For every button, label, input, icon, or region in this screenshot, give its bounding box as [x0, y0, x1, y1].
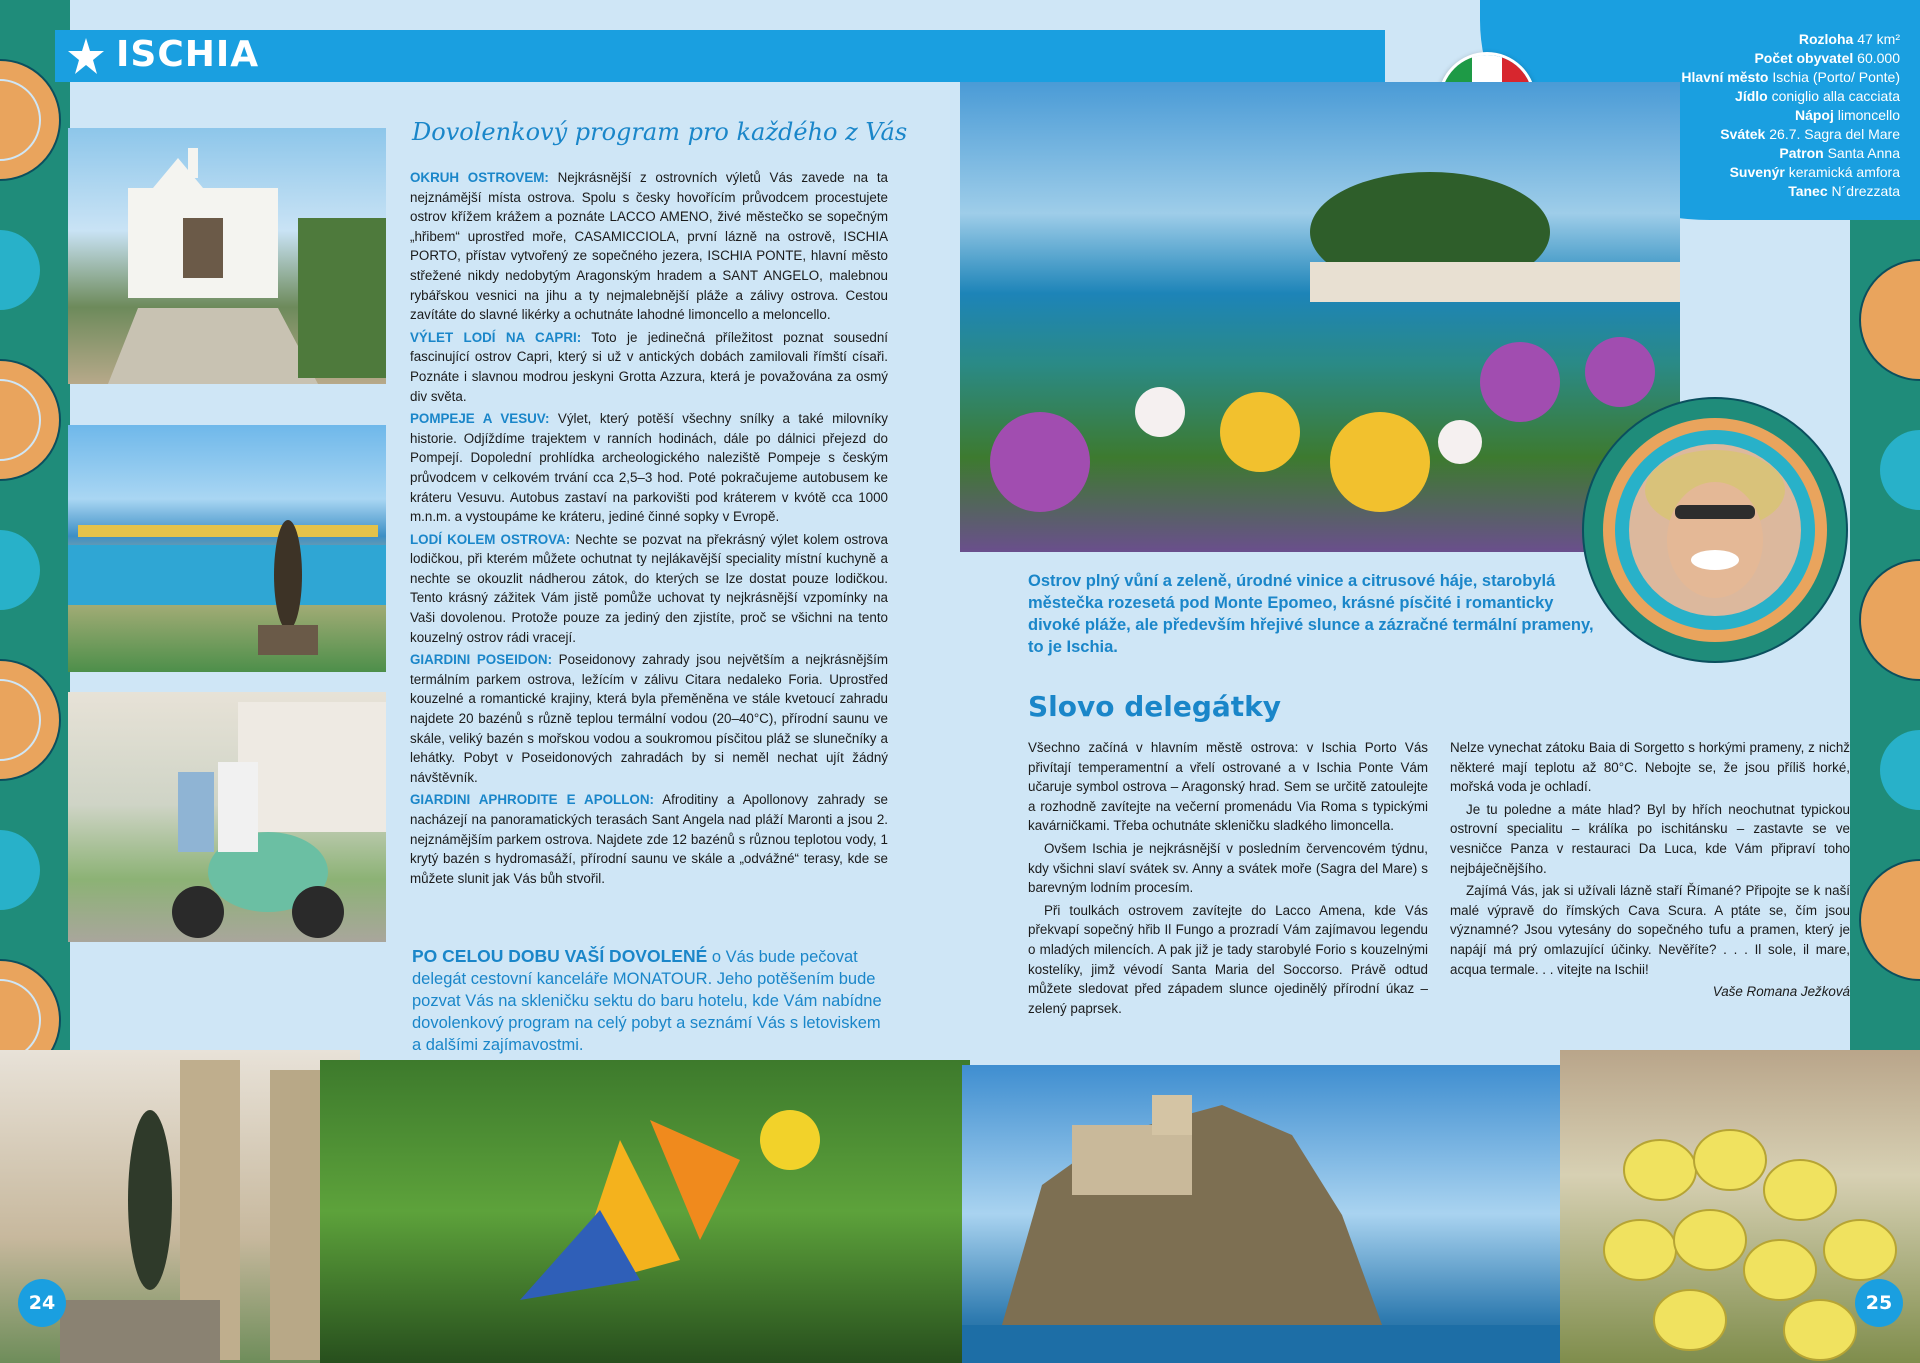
- fact-label: Svátek: [1720, 126, 1766, 142]
- pool-statue-photo: [68, 425, 386, 672]
- bird-of-paradise-flower-photo: [320, 1060, 970, 1363]
- section-text: Výlet, který potěší všechny snílky a také milovníky historie. Odjíždíme trajektem v ranních hodinách, dále po dálnici přejezd do Pompejí. Dopolední prohlídka archeologického naleziště Pompeje s českým průvodcem v celkovém trvání cca 2,5–3 hod. Poté pokračujeme autobusem ke kráteru Vesuvu. Autobus zastaví na parkovišti pod kráterem v kvótě cca 1000 m.n.m. a vystoupáme ke kráteru, jediné činné sopky v Evropě.: [410, 411, 888, 525]
- fact-label: Počet obyvatel: [1754, 50, 1854, 66]
- fact-row: [1681, 30, 1900, 49]
- section-text: Nejkrásnější z ostrovních výletů Vás zavede na ta nejznámější místa ostrova. Spolu s česky hovořícím průvodcem procestujete ostrov křížem krážem a poznáte LACCO AMENO, živé městečko se sopečným „hřibem“ uprostřed moře, CASAMICCIOLA, první lázně na ostrově, ISCHIA PORTO, přístav vytvořený ze sopečného jezera, ISCHIA PONTE, hlavní město střežené nikdy nedobytým Aragonským hradem a SANT ANGELO, malebnou rybářskou vesnici na jihu a ty nejmalebnější pláže a zálivy ostrova. Cestou zavítáte do slavné likérky a ochutnáte lahodné limoncello a meloncello.: [410, 170, 888, 323]
- delegate-paragraph: Nelze vynechat zátoku Baia di Sorgetto s horkými prameny, z nichž některé mají teplotu až 80°C. Nebojte se, že jsou příliš horké, mořská voda je ochladí.: [1450, 740, 1850, 795]
- fact-row: [1681, 49, 1900, 68]
- section-text: Nechte se pozvat na překrásný výlet kolem ostrova lodičkou, při kterém můžete ochutnat ty nejlákavější speciality místní kuchyně a nechte se okouzlit nádherou zátok, do kterých se lze dostat pouze lodičkou. Tento krásný zážitek Vám jistě pomůže uchovat ty nejkrásnější vzpomínky na Vaši dovolenou. Protože pouze za jediný den zjistíte, proč se všichni na tento kouzelný ostrov rádi vracejí.: [410, 531, 889, 645]
- section-heading: GIARDINI APHRODITE E APOLLON:: [410, 792, 654, 808]
- fact-row: [1681, 144, 1900, 163]
- coastal-view-photo: [960, 82, 1680, 552]
- fact-row: [1681, 125, 1900, 144]
- fact-value: coniglio alla cacciata: [1767, 88, 1900, 104]
- delegate-avatar: [1580, 395, 1850, 665]
- starfish-icon: [66, 36, 106, 76]
- program-text: [410, 168, 888, 891]
- aragonese-castle-photo: [962, 1065, 1602, 1363]
- fact-value: 26.7. Sagra del Mare: [1765, 126, 1900, 142]
- fact-row: [1681, 182, 1900, 201]
- fact-value: 60.000: [1853, 50, 1900, 66]
- fact-label: Nápoj: [1794, 107, 1834, 123]
- delegate-column-2: [1450, 738, 1850, 1005]
- delegate-paragraph: Při toulkách ostrovem zavítejte do Lacco Amena, kde Vás překvapí sopečný hřib Il Fungo a prozradí Vám zajímavou legendu o mladých milencích. A pak již je tady starobylé Forio s kouzelnými kostelíky, jimž vévodí Santa Maria del Soccorso. Právě odtud můžete sledovat před západem slunce ojedinělý přírodní úkaz – zelený paprsek.: [1028, 902, 1428, 1016]
- fact-value: keramická amfora: [1784, 164, 1900, 180]
- church-photo: [68, 128, 386, 384]
- fact-value: Santa Anna: [1823, 145, 1900, 161]
- couple-scooter-photo: [68, 692, 386, 942]
- section-heading: GIARDINI POSEIDON:: [410, 652, 553, 668]
- fact-list: [1681, 30, 1900, 201]
- program-section: [410, 328, 888, 406]
- fact-row: [1681, 87, 1900, 106]
- closing-title: PO CELOU DOBU VAŠÍ DOVOLENÉ: [412, 946, 708, 966]
- section-heading: VÝLET LODÍ NA CAPRI:: [410, 329, 582, 345]
- intro-paragraph: Ostrov plný vůní a zeleně, úrodné vinice a citrusové háje, starobylá městečka rozesetá pod Monte Epomeo, krásné písčité i romanticky divoké pláže, ale především hřejivé slunce a zázračné termální prameny, to je Ischia.: [1028, 572, 1594, 656]
- section-heading: LODÍ KOLEM OSTROVA:: [410, 531, 571, 547]
- page-title: ISCHIA: [116, 34, 260, 75]
- fact-row: [1681, 106, 1900, 125]
- delegate-paragraph: Ovšem Ischia je nejkrásnější v posledním červencovém týdnu, kdy všichni slaví svátek sv. Anny a svátek moře (Sagra del Mare) s barevným lodním procesím.: [1028, 840, 1428, 896]
- program-section: [410, 650, 888, 787]
- section-text: Afroditiny a Apollonovy zahrady se nacházejí na panoramatických terasách Sant Angela nad pláží Maronti a jsou 2. nejznámějším parkem ostrova. Najdete zde 12 bazénů s různou teplotou vody, 1 krytý bazén s hydromasáží, přírodní saunu ve skále a „odvážné“ terasy, kde se můžete slunit jak Vás bůh stvořil.: [410, 792, 888, 886]
- fact-row: [1681, 163, 1900, 182]
- section-text: Toto je jedinečná příležitost poznat sousední fascinující ostrov Capri, který si už v antických dobách zamilovali římští císaři. Poznáte i slavnou modrou jeskyni Grotta Azzura, která je považována za osmý div světa.: [410, 329, 889, 404]
- closing-text: o Vás bude pečovat delegát cestovní kanceláře MONATOUR. Jeho potěšením bude pozvat Vás na skleničku sektu do baru hotelu, kde Vám nabídne dovolenkový program na celý pobyt a seznámí Vás s letoviskem a dalšími zajímavostmi.: [412, 948, 882, 1054]
- section-text: Poseidonovy zahrady jsou největším a nejkrásnějším termálním parkem ostrova, ležícím v zálivu Citara nedaleko Foria. Uprostřed kouzelné a romantické krajiny, která byla přeměněna ve stále kvetoucí zahradu najdete 20 bazénů s různě teplou termální vodou (20–40°C), přírodní saunu ve skále, veliký bazén s mořskou vodou a soukromou písčitou pláž se slunečníky a lehátky. Pobyt v Poseidonových zahradách by si neměl nechat ujít žádný návštěvník.: [410, 652, 888, 785]
- fact-label: Tanec: [1788, 183, 1828, 199]
- fact-label: Jídlo: [1735, 88, 1768, 104]
- fact-row: [1681, 68, 1900, 87]
- section-heading: POMPEJE A VESUV:: [410, 411, 550, 427]
- signature: Vaše Romana Ježková: [1712, 984, 1850, 1000]
- page-number-right: 25: [1855, 1279, 1903, 1327]
- delegate-paragraph: Je tu poledne a máte hlad? Byl by hřích neochutnat typickou ostrovní specialitu – králíka po ischitánsku – zastavte se ve vesničce Panza v restauraci Da Luca, kde Vám připraví toho nejbáječnějšího.: [1450, 801, 1850, 876]
- program-heading: Dovolenkový program pro každého z Vás: [412, 118, 908, 146]
- fact-value: limoncello: [1833, 107, 1900, 123]
- fact-label: Suvenýr: [1729, 164, 1785, 180]
- program-section: [410, 409, 888, 527]
- program-section: [410, 168, 888, 325]
- fact-label: Hlavní město: [1681, 69, 1769, 85]
- delegate-column-1: [1028, 738, 1428, 1021]
- closing-paragraph: [412, 945, 884, 1056]
- section-heading: OKRUH OSTROVEM:: [410, 170, 549, 185]
- page-number-left: 24: [18, 1279, 66, 1327]
- delegate-paragraph: Zajímá Vás, jak si užívali lázně staří Římané? Připojte se k naší malé výpravě do římských Cava Scura. A ptáte se, čím jsou významné? Jsou vytesány do sopečného tufu a pramen, který je napájí má prý omlazující účinky. Nevěříte? . . . Il sole, il mare, acqua termale. . . vitejte na Ischii!: [1450, 883, 1850, 977]
- fact-label: Patron: [1779, 145, 1824, 161]
- fact-value: Ischia (Porto/ Ponte): [1768, 69, 1900, 85]
- program-section: [410, 790, 888, 888]
- program-section: [410, 530, 888, 648]
- fact-value: N´drezzata: [1827, 183, 1900, 199]
- fact-value: 47 km²: [1853, 31, 1900, 47]
- delegate-paragraph: Všechno začíná v hlavním městě ostrova: v Ischia Porto Vás přivítají temperamentní a vřelí ostrované a v Ischia Ponte Vám učaruje symbol ostrova – Aragonský hrad. Sem se určitě zatoulejte a rozhodně zavítejte na večerní promenádu Via Roma s typickými kavárničkami. Třeba ochutnáte skleničku sladkého limoncella.: [1028, 740, 1428, 834]
- fact-label: Rozloha: [1798, 31, 1854, 47]
- delegate-title: Slovo delegátky: [1028, 690, 1282, 723]
